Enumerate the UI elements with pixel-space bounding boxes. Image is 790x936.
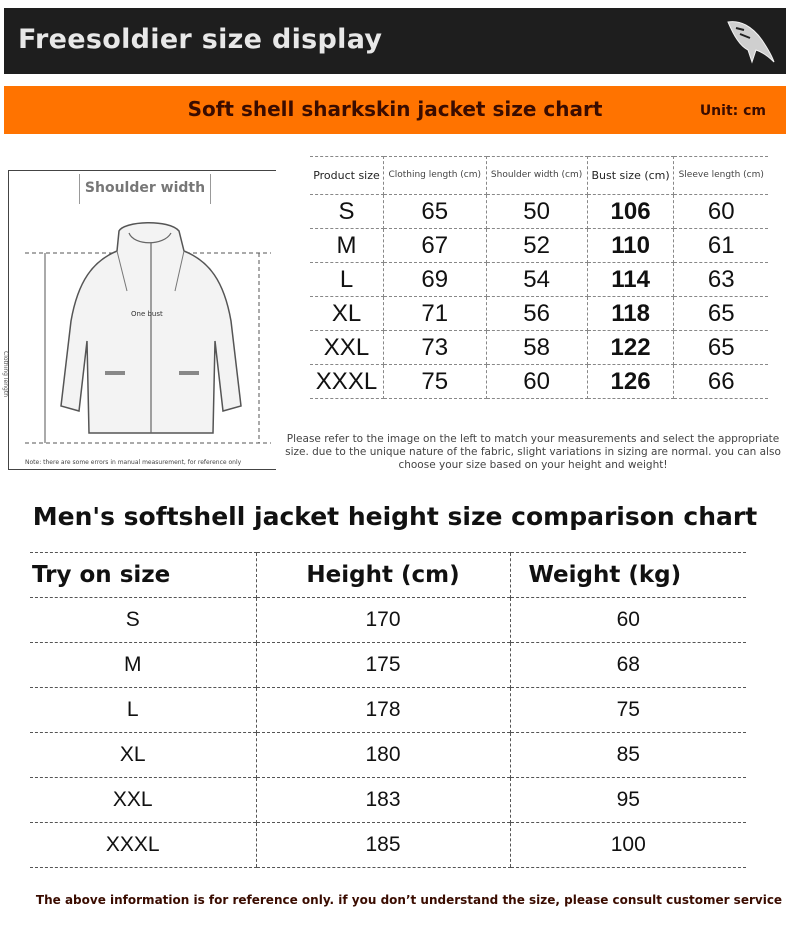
cell-shoulder: 52: [486, 229, 587, 263]
cell-sleeve: 65: [674, 297, 768, 331]
cell-bust: 110: [587, 229, 674, 263]
cell-height: 178: [256, 688, 510, 733]
page-title: Freesoldier size display: [18, 24, 383, 55]
cell-shoulder: 50: [486, 195, 587, 229]
clothing-length-label: Clothing length: [2, 351, 9, 397]
cell-shoulder: 54: [486, 263, 587, 297]
table-row: [30, 778, 746, 823]
cell-size: XXL: [310, 331, 383, 365]
cell-bust: 106: [587, 195, 674, 229]
size-chart-banner: [4, 86, 786, 134]
banner-title: Soft shell sharkskin jacket size chart: [187, 97, 603, 121]
cell-length: 67: [383, 229, 486, 263]
cell-height: 180: [256, 733, 510, 778]
cell-length: 69: [383, 263, 486, 297]
cell-size: L: [30, 688, 256, 733]
cell-weight: 85: [510, 733, 746, 778]
cell-weight: 95: [510, 778, 746, 823]
measurement-note: Note: there are some errors in manual measurement, for reference only: [25, 459, 242, 466]
cell-bust: 122: [587, 331, 674, 365]
table-row: [30, 733, 746, 778]
cell-weight: 75: [510, 688, 746, 733]
bust-label: One bust: [131, 310, 163, 318]
jacket-illustration: [9, 171, 277, 471]
header-bar: [4, 8, 786, 74]
cell-sleeve: 65: [674, 331, 768, 365]
cell-size: S: [30, 598, 256, 643]
header-product-size: Product size: [310, 157, 383, 195]
cell-sleeve: 63: [674, 263, 768, 297]
header-sleeve-length: Sleeve length (cm): [674, 157, 768, 195]
unit-label: Unit: cm: [699, 103, 766, 119]
cell-weight: 60: [510, 598, 746, 643]
cell-sleeve: 66: [674, 365, 768, 399]
header-shoulder-width: Shoulder width (cm): [486, 157, 587, 195]
table-row: [30, 688, 746, 733]
header-try-on-size: Try on size: [30, 553, 256, 598]
size-table: [310, 156, 768, 399]
size-table-header: [310, 157, 768, 195]
cell-length: 75: [383, 365, 486, 399]
header-weight: Weight (kg): [510, 553, 746, 598]
table-row: [30, 598, 746, 643]
cell-weight: 68: [510, 643, 746, 688]
cell-size: M: [310, 229, 383, 263]
cell-length: 65: [383, 195, 486, 229]
height-chart-title: Men's softshell jacket height size comparison chart: [32, 502, 758, 531]
height-table-header: [30, 553, 746, 598]
cell-size: M: [30, 643, 256, 688]
cell-shoulder: 58: [486, 331, 587, 365]
cell-length: 71: [383, 297, 486, 331]
cell-height: 175: [256, 643, 510, 688]
cell-size: L: [310, 263, 383, 297]
cell-bust: 126: [587, 365, 674, 399]
cell-length: 73: [383, 331, 486, 365]
size-selection-note: Please refer to the image on the left to match your measurements and select the appropriate size. due to the unique nature of the fabric, slight variations in sizing are normal. you can also choose your size based on your height and weight!: [285, 433, 781, 472]
cell-size: S: [310, 195, 383, 229]
cell-size: XL: [30, 733, 256, 778]
cell-sleeve: 60: [674, 195, 768, 229]
cell-size: XXXL: [30, 823, 256, 868]
jacket-measurement-diagram: [2, 170, 276, 470]
shoulder-width-label: Shoulder width: [79, 174, 211, 204]
table-row: [310, 263, 768, 297]
cell-height: 185: [256, 823, 510, 868]
table-row: [310, 195, 768, 229]
cell-shoulder: 56: [486, 297, 587, 331]
cell-height: 170: [256, 598, 510, 643]
table-row: [310, 297, 768, 331]
header-bust-size: Bust size (cm): [587, 157, 674, 195]
cell-size: XXL: [30, 778, 256, 823]
table-row: [30, 643, 746, 688]
cell-bust: 118: [587, 297, 674, 331]
cell-weight: 100: [510, 823, 746, 868]
table-row: [310, 365, 768, 399]
cell-shoulder: 60: [486, 365, 587, 399]
header-clothing-length: Clothing length (cm): [383, 157, 486, 195]
header-height: Height (cm): [256, 553, 510, 598]
table-row: [310, 229, 768, 263]
cell-height: 183: [256, 778, 510, 823]
height-size-table: [30, 552, 746, 868]
shark-logo-icon: [722, 12, 778, 70]
cell-size: XL: [310, 297, 383, 331]
table-row: [310, 331, 768, 365]
table-row: [30, 823, 746, 868]
cell-bust: 114: [587, 263, 674, 297]
footer-disclaimer: The above information is for reference only. if you don’t understand the size, please consult customer service: [35, 893, 783, 907]
cell-size: XXXL: [310, 365, 383, 399]
cell-sleeve: 61: [674, 229, 768, 263]
